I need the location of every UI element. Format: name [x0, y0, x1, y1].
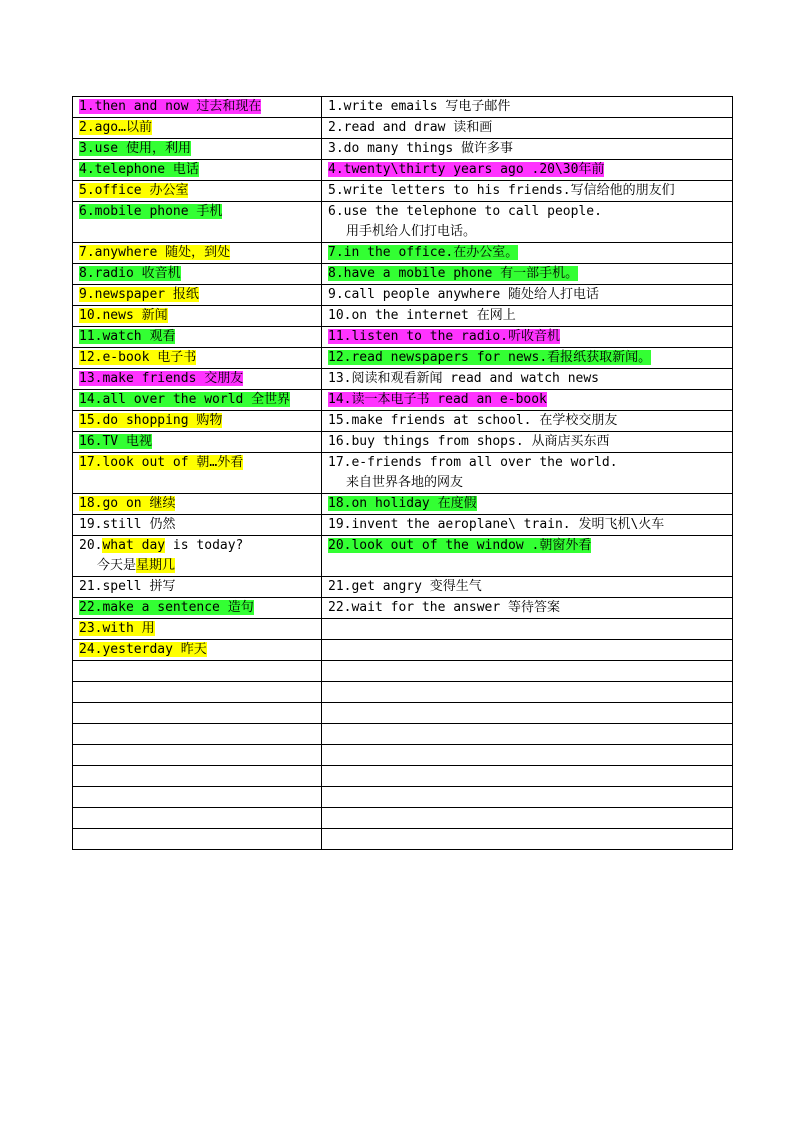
phrase-cell-right	[322, 787, 733, 808]
phrase-cell-left	[73, 766, 322, 787]
phrase-text: 21.spell 拼写	[79, 579, 176, 594]
phrase-line	[328, 141, 513, 156]
phrase-cell-left	[73, 703, 322, 724]
phrase-text: 15.do shopping 购物	[79, 413, 223, 428]
phrase-line	[79, 434, 152, 449]
phrase-cell-left	[73, 97, 322, 118]
phrase-text: 7.in the office.在办公室。	[328, 245, 519, 260]
phrase-text: 22.wait for the answer 等待答案	[328, 600, 561, 615]
phrase-text: 11.listen to the radio.听收音机	[328, 329, 561, 344]
phrase-cell-right	[322, 97, 733, 118]
table-row	[73, 703, 733, 724]
phrase-cell-right	[322, 160, 733, 181]
phrase-line	[79, 350, 196, 365]
phrase-cell-right	[322, 619, 733, 640]
table-row	[73, 139, 733, 160]
phrase-line	[328, 496, 477, 511]
phrase-text: 8.have a mobile phone 有一部手机。	[328, 266, 579, 281]
table-row	[73, 202, 733, 243]
phrase-second-line	[328, 222, 732, 242]
phrase-line	[328, 329, 560, 344]
table-row	[73, 766, 733, 787]
phrase-text: 20.	[79, 538, 103, 553]
phrase-text: 17.look out of 朝…外看	[79, 455, 244, 470]
phrase-cell-left	[73, 515, 322, 536]
phrase-cell-left	[73, 118, 322, 139]
phrase-cell-right	[322, 243, 733, 264]
phrase-line	[328, 579, 482, 594]
table-row	[73, 536, 733, 577]
phrase-text: 1.write emails 写电子邮件	[328, 99, 511, 114]
phrase-text: 20.look out of the window .朝窗外看	[328, 538, 592, 553]
phrase-text: 23.with 用	[79, 621, 155, 636]
phrase-line	[328, 600, 560, 615]
table-row	[73, 118, 733, 139]
phrase-text: 4.twenty\thirty years ago .20\30年前	[328, 162, 605, 177]
table-row	[73, 661, 733, 682]
phrase-text: 5.write letters to his friends.写信给他的朋友们	[328, 183, 675, 198]
table-row	[73, 640, 733, 661]
phrase-text: 18.on holiday 在度假	[328, 496, 477, 511]
phrase-cell-right	[322, 515, 733, 536]
phrase-line	[79, 392, 290, 407]
phrase-text: 10.news 新闻	[79, 308, 168, 323]
table-row	[73, 787, 733, 808]
phrase-text: 星期几	[136, 558, 176, 573]
phrase-cell-left	[73, 724, 322, 745]
phrase-cell-right	[322, 369, 733, 390]
phrase-cell-right	[322, 264, 733, 285]
phrase-cell-left	[73, 202, 322, 243]
table-row	[73, 745, 733, 766]
table-row	[73, 432, 733, 453]
phrase-line	[328, 434, 610, 449]
phrase-cell-left	[73, 536, 322, 577]
table-row	[73, 453, 733, 494]
phrase-cell-left	[73, 390, 322, 411]
phrase-cell-right	[322, 432, 733, 453]
phrase-cell-right	[322, 118, 733, 139]
phrase-cell-left	[73, 264, 322, 285]
phrase-line	[79, 287, 199, 302]
phrase-second-line	[328, 473, 732, 493]
phrase-line	[79, 245, 230, 260]
phrase-line	[328, 204, 602, 219]
phrase-cell-right	[322, 536, 733, 577]
phrase-cell-left	[73, 139, 322, 160]
phrase-line	[328, 287, 599, 302]
table-row	[73, 598, 733, 619]
phrase-text: 12.read newspapers for news.看报纸获取新闻。	[328, 350, 652, 365]
table-row	[73, 808, 733, 829]
phrase-cell-left	[73, 661, 322, 682]
table-row	[73, 829, 733, 850]
phrase-cell-right	[322, 306, 733, 327]
phrase-line	[328, 455, 618, 470]
phrase-line	[79, 600, 254, 615]
phrase-cell-left	[73, 598, 322, 619]
phrase-text: 3.use 使用，利用	[79, 141, 191, 156]
table-row	[73, 619, 733, 640]
table-row	[73, 243, 733, 264]
phrase-line	[328, 245, 518, 260]
phrase-cell-right	[322, 139, 733, 160]
phrase-line	[79, 329, 175, 344]
phrase-line	[328, 308, 516, 323]
phrase-cell-right	[322, 682, 733, 703]
phrase-cell-left	[73, 808, 322, 829]
phrase-line	[79, 538, 243, 553]
phrase-text: 8.radio 收音机	[79, 266, 181, 281]
table-row	[73, 327, 733, 348]
phrase-text: 9.newspaper 报纸	[79, 287, 199, 302]
phrase-cell-right	[322, 348, 733, 369]
phrase-line	[79, 162, 199, 177]
phrase-cell-left	[73, 682, 322, 703]
phrase-cell-right	[322, 766, 733, 787]
phrase-line	[79, 642, 207, 657]
phrase-line	[79, 99, 261, 114]
phrase-line	[328, 162, 604, 177]
table-row	[73, 306, 733, 327]
phrase-text: 17.e-friends from all over the world.	[328, 455, 618, 470]
phrase-second-line	[79, 556, 321, 576]
phrase-cell-left	[73, 453, 322, 494]
table-row	[73, 577, 733, 598]
phrase-line	[328, 413, 617, 428]
phrase-text: 12.e-book 电子书	[79, 350, 197, 365]
phrase-line	[79, 266, 181, 281]
vocabulary-table-body	[73, 97, 733, 850]
phrase-cell-left	[73, 494, 322, 515]
table-row	[73, 390, 733, 411]
phrase-cell-left	[73, 348, 322, 369]
phrase-line	[328, 99, 510, 114]
phrase-cell-right	[322, 181, 733, 202]
phrase-line	[79, 621, 155, 636]
phrase-text: 用手机给人们打电话。	[346, 224, 477, 239]
phrase-line	[328, 183, 675, 198]
phrase-cell-right	[322, 202, 733, 243]
phrase-text: what day	[102, 538, 166, 553]
phrase-cell-left	[73, 432, 322, 453]
phrase-text: 7.anywhere 随处，到处	[79, 245, 231, 260]
phrase-cell-left	[73, 787, 322, 808]
phrase-cell-right	[322, 640, 733, 661]
phrase-line	[79, 579, 175, 594]
table-row	[73, 285, 733, 306]
phrase-line	[328, 120, 492, 135]
table-row	[73, 160, 733, 181]
phrase-text: 今天是	[97, 558, 137, 573]
phrase-line	[79, 455, 243, 470]
phrase-cell-right	[322, 285, 733, 306]
phrase-text: 16.TV 电视	[79, 434, 152, 449]
phrase-cell-right	[322, 703, 733, 724]
phrase-text: 13.make friends 交朋友	[79, 371, 244, 386]
phrase-line	[79, 120, 152, 135]
phrase-cell-left	[73, 243, 322, 264]
phrase-line	[79, 413, 222, 428]
phrase-text: 2.read and draw 读和画	[328, 120, 493, 135]
table-row	[73, 724, 733, 745]
phrase-line	[79, 183, 188, 198]
phrase-cell-right	[322, 411, 733, 432]
phrase-line	[79, 308, 168, 323]
phrase-text: 21.get angry 变得生气	[328, 579, 482, 594]
phrase-text: 15.make friends at school. 在学校交朋友	[328, 413, 618, 428]
phrase-text: 18.go on 继续	[79, 496, 176, 511]
table-row	[73, 97, 733, 118]
phrase-cell-right	[322, 808, 733, 829]
table-row	[73, 682, 733, 703]
phrase-cell-right	[322, 724, 733, 745]
phrase-text: 3.do many things 做许多事	[328, 141, 514, 156]
phrase-line	[328, 266, 578, 281]
phrase-text: 13.阅读和观看新闻 read and watch news	[328, 371, 600, 386]
phrase-text: 来自世界各地的网友	[346, 475, 464, 490]
phrase-text: 19.invent the aeroplane\ train. 发明飞机\火车	[328, 517, 665, 532]
phrase-cell-left	[73, 327, 322, 348]
table-row	[73, 348, 733, 369]
table-row	[73, 181, 733, 202]
phrase-line	[328, 392, 547, 407]
phrase-text: 6.mobile phone 手机	[79, 204, 223, 219]
phrase-text: 16.buy things from shops. 从商店买东西	[328, 434, 610, 449]
phrase-text: 9.call people anywhere 随处给人打电话	[328, 287, 600, 302]
phrase-cell-right	[322, 577, 733, 598]
table-row	[73, 411, 733, 432]
phrase-cell-right	[322, 829, 733, 850]
phrase-text: 1.then and now 过去和现在	[79, 99, 262, 114]
phrase-text: is today?	[165, 538, 244, 553]
phrase-line	[328, 371, 599, 386]
phrase-cell-right	[322, 453, 733, 494]
table-row	[73, 264, 733, 285]
phrase-text: 22.make a sentence 造句	[79, 600, 254, 615]
phrase-line	[79, 204, 222, 219]
phrase-cell-left	[73, 829, 322, 850]
phrase-line	[79, 496, 175, 511]
phrase-line	[79, 141, 191, 156]
phrase-cell-left	[73, 181, 322, 202]
phrase-cell-left	[73, 160, 322, 181]
phrase-cell-right	[322, 390, 733, 411]
phrase-text: 14.读一本电子书 read an e-book	[328, 392, 547, 407]
table-row	[73, 494, 733, 515]
phrase-cell-right	[322, 598, 733, 619]
phrase-cell-left	[73, 577, 322, 598]
table-row	[73, 515, 733, 536]
phrase-cell-right	[322, 745, 733, 766]
vocabulary-table	[72, 96, 733, 850]
phrase-text: 14.all over the world 全世界	[79, 392, 291, 407]
phrase-text: 11.watch 观看	[79, 329, 176, 344]
phrase-cell-left	[73, 619, 322, 640]
phrase-cell-left	[73, 745, 322, 766]
phrase-cell-right	[322, 327, 733, 348]
phrase-line	[328, 538, 591, 553]
phrase-text: 6.use the telephone to call people.	[328, 204, 602, 219]
phrase-cell-left	[73, 411, 322, 432]
phrase-cell-left	[73, 306, 322, 327]
phrase-line	[328, 517, 664, 532]
phrase-line	[79, 371, 243, 386]
phrase-text: 10.on the internet 在网上	[328, 308, 516, 323]
phrase-text: 2.ago…以前	[79, 120, 152, 135]
phrase-cell-right	[322, 494, 733, 515]
phrase-text: 24.yesterday 昨天	[79, 642, 207, 657]
phrase-text: 5.office 办公室	[79, 183, 189, 198]
phrase-line	[328, 350, 651, 365]
table-row	[73, 369, 733, 390]
phrase-text: 19.still 仍然	[79, 517, 176, 532]
phrase-cell-left	[73, 369, 322, 390]
phrase-cell-left	[73, 640, 322, 661]
phrase-cell-left	[73, 285, 322, 306]
phrase-line	[79, 517, 175, 532]
phrase-text: 4.telephone 电话	[79, 162, 199, 177]
phrase-cell-right	[322, 661, 733, 682]
